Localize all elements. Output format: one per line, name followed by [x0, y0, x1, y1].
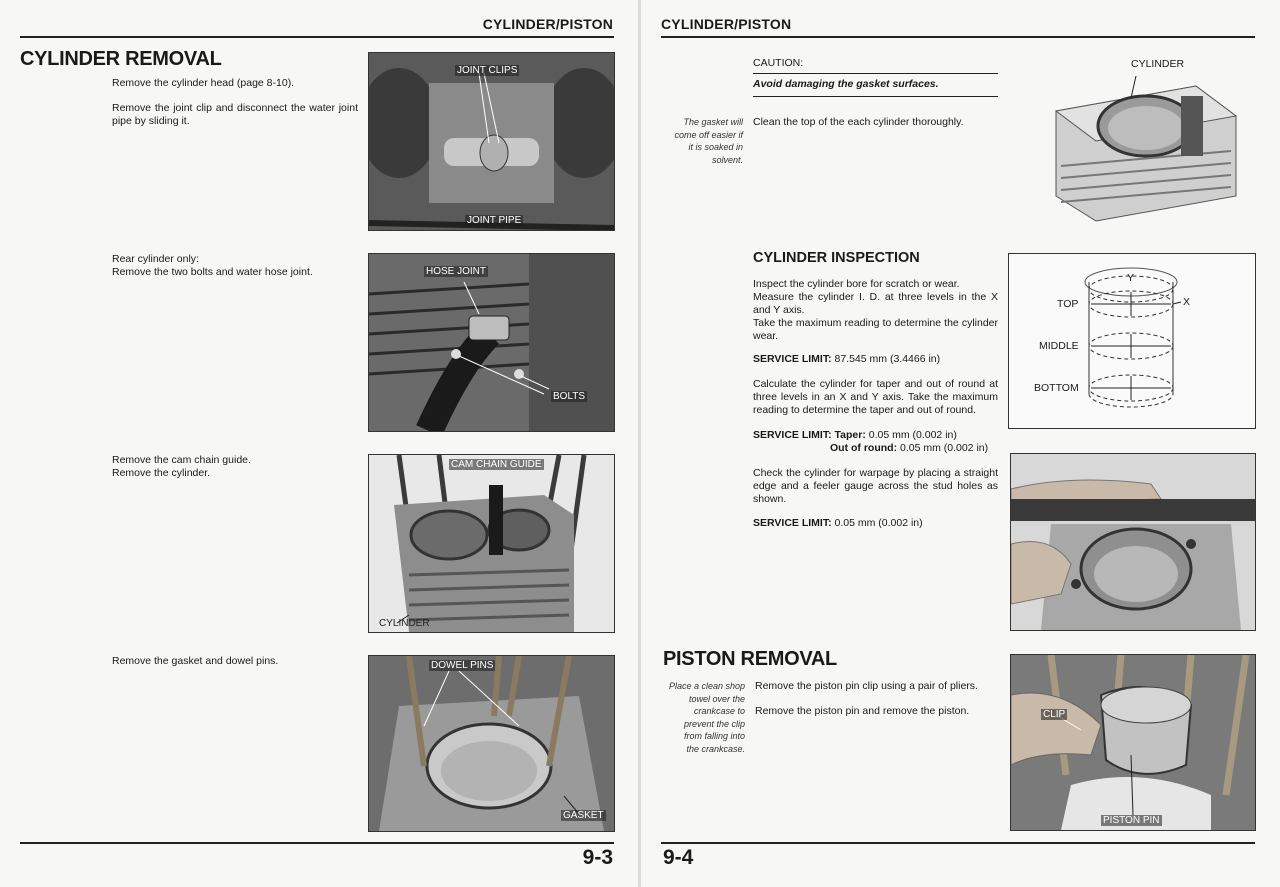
figure-label: JOINT PIPE	[467, 215, 522, 226]
photo-warpage-check-art	[1011, 454, 1255, 630]
figure-label: GASKET	[563, 810, 604, 821]
figure-label: CYLINDER	[1131, 58, 1185, 70]
clean-text: Clean the top of the each cylinder thoroughly.	[753, 116, 964, 128]
service-limit-label: SERVICE LIMIT:	[753, 429, 832, 441]
photo-piston-removal-art	[1011, 655, 1255, 830]
figure-label: CLIP	[1043, 709, 1066, 720]
inspection-line: Take the maximum reading to determine the cylinder wear.	[753, 317, 998, 342]
side-note-line: from falling into	[683, 731, 745, 741]
figure-label: PISTON PIN	[1103, 815, 1160, 826]
warpage-text: Check the cylinder for warpage by placing a straight edge and a feeler gauge across the stud holes as shown.	[753, 467, 998, 505]
figure-label: CAM CHAIN GUIDE	[451, 459, 542, 470]
side-note-line: crankcase to	[693, 706, 745, 716]
diagram-label-y: Y	[1127, 272, 1135, 284]
caution-title: CAUTION:	[753, 57, 998, 74]
caution-text: Avoid damaging the gasket surfaces.	[753, 78, 998, 97]
side-note-line: come off easier if	[674, 129, 743, 140]
service-limit-value: 0.05 mm (0.002 in)	[834, 517, 923, 529]
piston-step: Remove the piston pin and remove the piston.	[755, 705, 970, 717]
photo-cam-chain-guide	[368, 454, 615, 633]
service-limit-label: SERVICE LIMIT:	[753, 517, 832, 529]
photo-joint-clips-art	[369, 53, 614, 230]
left-page	[0, 0, 639, 887]
step-line: Remove the cylinder.	[112, 467, 211, 479]
taper-value: 0.05 mm (0.002 in)	[868, 429, 957, 441]
step-text: Remove the joint clip and disconnect the water joint pipe by sliding it.	[112, 102, 358, 127]
photo-piston-removal	[1010, 654, 1256, 831]
step-line: Rear cylinder only:	[112, 253, 199, 265]
step-text: Remove the gasket and dowel pins.	[112, 655, 279, 667]
section-title: CYLINDER REMOVAL	[20, 48, 222, 70]
service-limit-value: 87.545 mm (3.4466 in)	[834, 353, 941, 365]
piston-step: Remove the piston pin clip using a pair of pliers.	[755, 680, 978, 692]
side-note-line: the crankcase.	[686, 743, 745, 754]
out-of-round-value: 0.05 mm (0.002 in)	[899, 442, 989, 454]
taper-label: Taper:	[834, 429, 866, 441]
photo-cam-chain-guide-art	[369, 455, 614, 632]
side-note	[657, 116, 743, 166]
page-number: 9-4	[663, 846, 694, 869]
measurement-diagram	[1008, 253, 1256, 429]
figure-label: HOSE JOINT	[426, 266, 487, 277]
side-note-line: prevent the clip	[683, 718, 745, 729]
side-note-line: The gasket will	[683, 117, 743, 127]
out-of-round	[830, 442, 1010, 455]
figure-label: DOWEL PINS	[431, 660, 494, 671]
diagram-label-x: X	[1183, 296, 1191, 308]
photo-dowel-pins-art	[369, 656, 614, 831]
diagram-label-middle: MIDDLE	[1039, 340, 1079, 352]
service-limit	[753, 517, 998, 530]
inspection-line: Measure the cylinder I. D. at three levels in the X and Y axis.	[753, 291, 998, 316]
inspection-line: Inspect the cylinder bore for scratch or wear.	[753, 278, 960, 290]
step-text: Remove the cylinder head (page 8-10).	[112, 77, 295, 89]
piston-section-title: PISTON REMOVAL	[663, 648, 837, 670]
figure-label: JOINT CLIPS	[457, 65, 518, 76]
photo-joint-clips	[368, 52, 615, 231]
right-page	[641, 0, 1280, 887]
figure-label: BOLTS	[553, 391, 586, 402]
page-number: 9-3	[582, 846, 613, 869]
side-note	[657, 680, 745, 755]
right-page-header: CYLINDER/PISTON	[661, 16, 792, 32]
side-note-line: solvent.	[711, 154, 743, 165]
step-line: Remove the cam chain guide.	[112, 454, 251, 466]
side-note-line: it is soaked in	[688, 142, 743, 152]
figure-label: CYLINDER	[379, 618, 430, 629]
header-rule	[661, 36, 1255, 38]
diagram-label-top: TOP	[1057, 298, 1079, 310]
footer-rule	[20, 842, 614, 844]
step-text	[112, 454, 358, 480]
service-limit-label: SERVICE LIMIT:	[753, 353, 832, 365]
service-limit	[753, 429, 998, 442]
inspection-text	[753, 278, 998, 343]
diagram-label-bottom: BOTTOM	[1034, 382, 1079, 394]
cylinder-figure	[1036, 56, 1256, 236]
inspection-title: CYLINDER INSPECTION	[753, 250, 920, 266]
photo-hose-joint-art	[369, 254, 614, 431]
step-line: Remove the two bolts and water hose joint.	[112, 266, 313, 278]
side-note-line: Place a clean shop	[668, 681, 745, 691]
header-rule	[20, 36, 614, 38]
service-limit	[753, 353, 998, 366]
left-page-header: CYLINDER/PISTON	[482, 16, 613, 32]
photo-hose-joint	[368, 253, 615, 432]
out-of-round-label: Out of round:	[830, 442, 898, 454]
photo-dowel-pins	[368, 655, 615, 832]
photo-warpage-check	[1010, 453, 1256, 631]
side-note-line: towel over the	[688, 693, 745, 704]
step-text	[112, 253, 358, 279]
taper-text: Calculate the cylinder for taper and out of round at three levels in an X and Y axis. Take the maximum reading to determine the taper and out of round.	[753, 378, 998, 416]
footer-rule	[661, 842, 1255, 844]
cylinder-figure-art	[1036, 56, 1256, 236]
